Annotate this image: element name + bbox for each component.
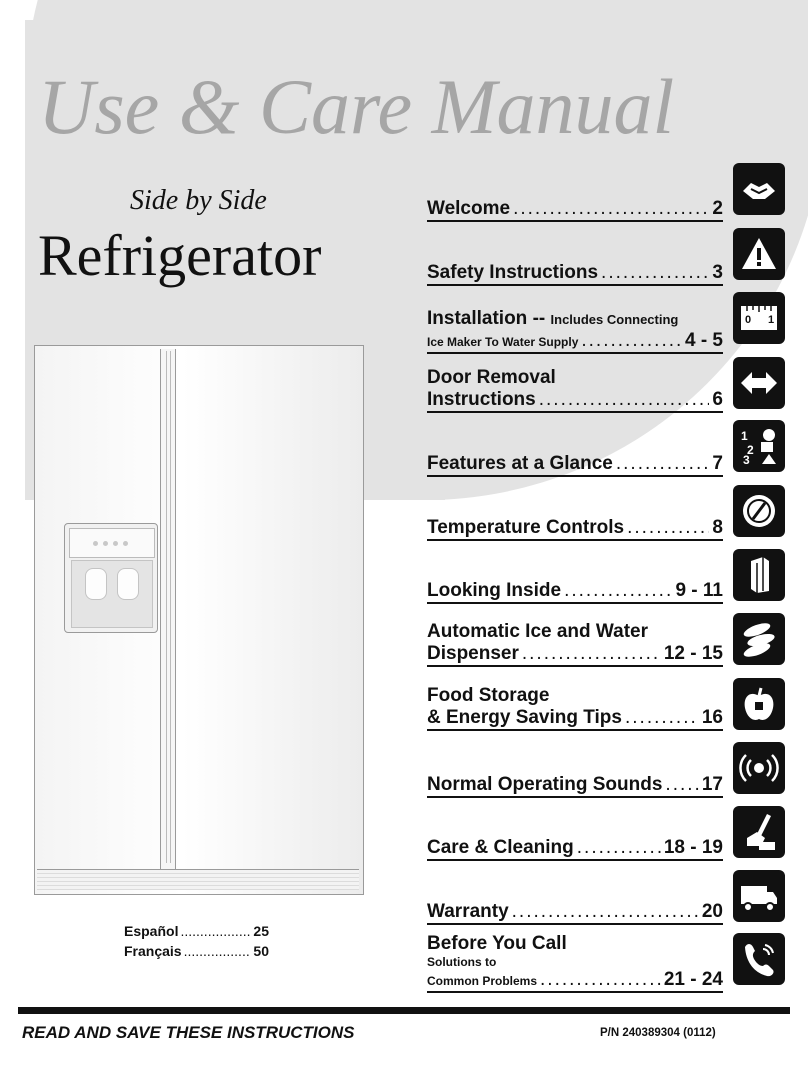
dispenser-well: [71, 560, 153, 628]
toc-page: 7: [712, 453, 723, 474]
toc-warranty[interactable]: [427, 901, 723, 925]
svg-text:1: 1: [741, 429, 748, 443]
product-name: Refrigerator: [38, 223, 322, 288]
toc-sub-2: Common Problems: [427, 974, 538, 988]
manual-title: Use & Care Manual: [38, 63, 675, 150]
toc-label: Safety Instructions: [427, 262, 599, 283]
apple-icon: [733, 678, 785, 730]
leader-dots: [564, 580, 672, 602]
toc-sub: Solutions to: [427, 955, 497, 969]
toc-page: 3: [712, 262, 723, 283]
svg-text:0: 0: [745, 314, 752, 326]
toc-sounds[interactable]: [427, 774, 723, 798]
toc-label: Welcome: [427, 198, 511, 219]
leader-dots: [522, 643, 661, 665]
footer-instructions: READ AND SAVE THESE INSTRUCTIONS: [22, 1023, 355, 1042]
toc-label: Before You Call: [427, 933, 567, 954]
toc-before-you-call[interactable]: [427, 933, 723, 993]
leader-dots: [180, 923, 251, 939]
svg-text:1: 1: [768, 314, 775, 326]
dispenser-button: [123, 541, 128, 546]
toc-page: 4 - 5: [684, 330, 723, 351]
leader-dots: [184, 943, 252, 959]
svg-text:2: 2: [747, 443, 754, 457]
toc-label: Installation --: [427, 308, 546, 329]
toc-welcome[interactable]: [427, 198, 723, 222]
toc-label: Looking Inside: [427, 580, 562, 601]
toc-label: Warranty: [427, 901, 509, 922]
dispenser-button: [93, 541, 98, 546]
toc-label: Features at a Glance: [427, 453, 613, 474]
toc-installation[interactable]: [427, 308, 723, 354]
toc-page: 8: [712, 517, 723, 538]
language-label: Français: [124, 943, 182, 959]
toc-page: 12 - 15: [663, 643, 723, 664]
dispenser-button: [103, 541, 108, 546]
toc-label: Food Storage: [427, 685, 550, 706]
toc-sub: Ice Maker To Water Supply: [427, 335, 579, 349]
refrigerator-illustration: [34, 345, 364, 895]
fridge-handle: [170, 351, 175, 863]
toc-features[interactable]: [427, 453, 723, 477]
footer-rule: [18, 1007, 790, 1014]
svg-text:3: 3: [743, 453, 750, 466]
leaves-icon: [733, 613, 785, 665]
manual-subtitle: Side by Side: [130, 185, 267, 216]
handshake-icon: [733, 163, 785, 215]
toc-page: 18 - 19: [663, 837, 723, 858]
warning-icon: [733, 228, 785, 280]
leader-dots: [625, 707, 699, 729]
toc-label-2: Dispenser: [427, 643, 519, 664]
truck-icon: [733, 870, 785, 922]
toc-dispenser[interactable]: [427, 621, 723, 667]
toc-label: Normal Operating Sounds: [427, 774, 663, 795]
toc-page: 17: [701, 774, 723, 795]
dial-icon: [733, 485, 785, 537]
leader-dots: [581, 330, 682, 352]
language-french[interactable]: [124, 943, 269, 959]
language-label: Español: [124, 923, 179, 939]
ruler-icon: [733, 292, 785, 344]
part-number: P/N 240389304 (0112): [600, 1027, 716, 1039]
leader-dots: [513, 198, 709, 220]
language-spanish[interactable]: [124, 923, 269, 939]
toc-note: Includes Connecting: [550, 312, 679, 327]
toc-label: Care & Cleaning: [427, 837, 574, 858]
dispenser-button: [113, 541, 118, 546]
leader-dots: [665, 774, 698, 796]
ice-water-dispenser: [64, 523, 158, 633]
fridge-icon: [733, 549, 785, 601]
phone-icon: [733, 933, 785, 985]
toc-door-removal[interactable]: [427, 367, 723, 413]
leader-dots: [540, 969, 661, 991]
toc-page: 6: [712, 389, 723, 410]
cleaning-icon: [733, 806, 785, 858]
toc-food-storage[interactable]: [427, 685, 723, 731]
dispenser-panel: [69, 528, 155, 558]
dispenser-paddle: [117, 568, 139, 600]
toc-label-2: Instructions: [427, 389, 536, 410]
toc-page: 2: [712, 198, 723, 219]
toc-label: Door Removal: [427, 367, 556, 388]
sound-icon: [733, 742, 785, 794]
toc-looking-inside[interactable]: [427, 580, 723, 604]
toc-page: 9 - 11: [675, 580, 723, 601]
leader-dots: [512, 901, 699, 923]
language-page: 25: [253, 923, 269, 939]
dispenser-paddle: [85, 568, 107, 600]
toc-page: 21 - 24: [663, 969, 723, 990]
toe-grille: [37, 869, 359, 890]
toc-temperature[interactable]: [427, 517, 723, 541]
toc-label: Temperature Controls: [427, 517, 625, 538]
leader-dots: [539, 389, 710, 411]
toc-page: 16: [701, 707, 723, 728]
language-page: 50: [253, 943, 269, 959]
toc-care-cleaning[interactable]: [427, 837, 723, 861]
freezer-handle: [162, 351, 167, 863]
leader-dots: [577, 837, 661, 859]
leader-dots: [601, 262, 709, 284]
leader-dots: [616, 453, 710, 475]
leader-dots: [627, 517, 709, 539]
toc-safety[interactable]: [427, 262, 723, 286]
toc-label-2: & Energy Saving Tips: [427, 707, 622, 728]
toc-page: 20: [701, 901, 723, 922]
toc-label: Automatic Ice and Water: [427, 621, 649, 642]
arrows-icon: [733, 357, 785, 409]
shapes-icon: [733, 420, 785, 472]
